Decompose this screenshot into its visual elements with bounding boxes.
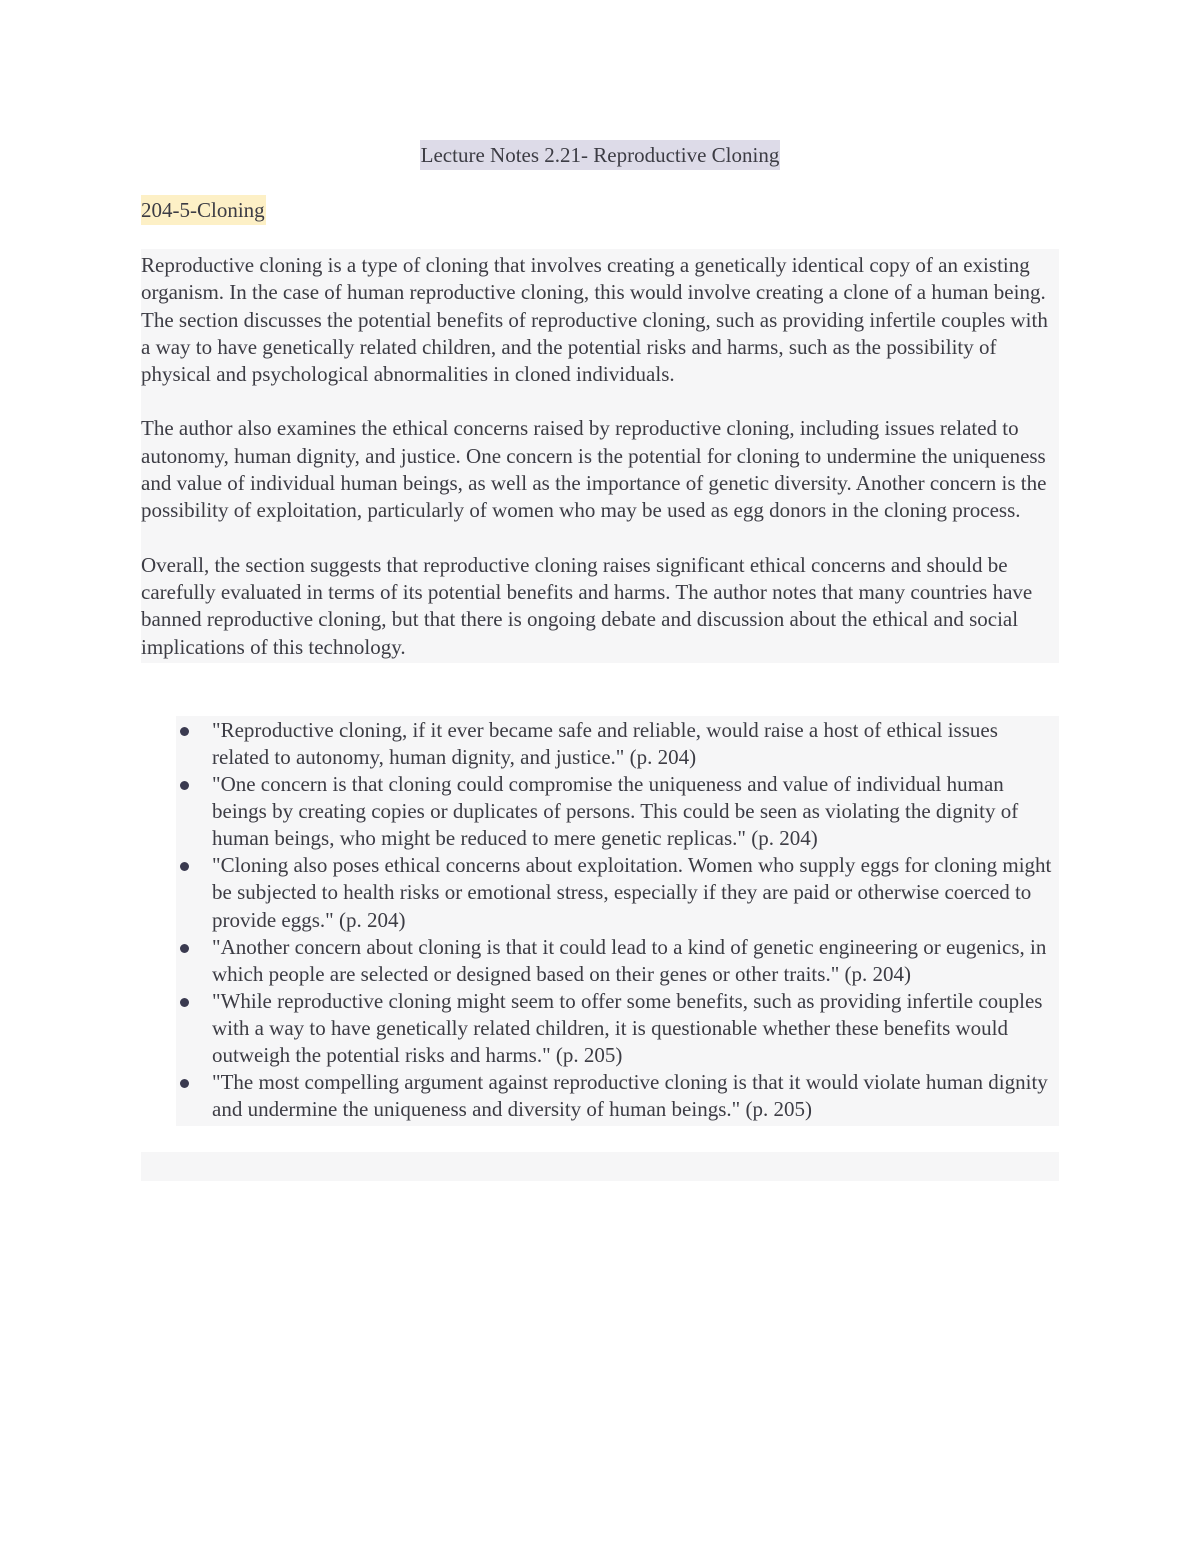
quote-text: "The most compelling argument against reproductive cloning is that it would violate human dignity and undermine the uniqueness and diversity of human beings." (p. 205) [212, 1070, 1048, 1122]
quote-text: "While reproductive cloning might seem to offer some benefits, such as providing infertile couples with a way to have genetically related children, it is questionable whether these benefits would outweigh the potential risks and harms." (p. 205) [212, 988, 1043, 1067]
quote-text: "Another concern about cloning is that it could lead to a kind of genetic engineering or eugenics, in which people are selected or designed based on their genes or other traits." (p. 204) [212, 934, 1047, 986]
quote-list-item [176, 988, 1059, 1069]
quote-list-item [176, 717, 1059, 771]
document-title: Lecture Notes 2.21- Reproductive Cloning [420, 140, 781, 170]
quote-text: "One concern is that cloning could compromise the uniqueness and value of individual human beings by creating copies or duplicates of persons. This could be seen as violating the dignity of human beings, who might be reduced to mere genetic replicas." (p. 204) [212, 772, 1019, 851]
section-heading: 204-5-Cloning [141, 195, 266, 225]
quotes-block [176, 716, 1059, 1126]
bullet-icon [180, 781, 189, 790]
summary-block [141, 249, 1059, 663]
quote-list-item [176, 934, 1059, 988]
quote-list-item [176, 771, 1059, 852]
quote-list-item [176, 852, 1059, 933]
summary-paragraph-3: Overall, the section suggests that reproductive cloning raises significant ethical concerns and should be carefully evaluated in terms of its potential benefits and harms. The author notes that many countries have banned reproductive cloning, but that there is ongoing debate and discussion about the ethical and social implications of this technology. [141, 552, 1033, 659]
empty-shaded-block [141, 1152, 1059, 1181]
summary-paragraph-2: The author also examines the ethical concerns raised by reproductive cloning, including issues related to autonomy, human dignity, and justice. One concern is the potential for cloning to undermine the uniqueness and value of individual human beings, as well as the importance of genetic diversity. Another concern is the possibility of exploitation, particularly of women who may be used as egg donors in the cloning process. [141, 416, 1047, 523]
quote-list-item [176, 1069, 1059, 1123]
section-heading-row [141, 172, 1059, 225]
title-row [141, 140, 1059, 172]
bullet-icon [180, 1079, 189, 1088]
bullet-icon [180, 944, 189, 953]
quote-text: "Cloning also poses ethical concerns about exploitation. Women who supply eggs for cloning might be subjected to health risks or emotional stress, especially if they are paid or otherwise coerced to provide eggs." (p. 204) [212, 853, 1052, 932]
quote-list [176, 717, 1059, 1123]
document-page [141, 140, 1059, 1181]
bullet-icon [180, 727, 189, 736]
bullet-icon [180, 862, 189, 871]
summary-paragraph-1: Reproductive cloning is a type of cloning that involves creating a genetically identical copy of an existing organism. In the case of human reproductive cloning, this would involve creating a clone of a human being. The section discusses the potential benefits of reproductive cloning, such as providing infertile couples with a way to have genetically related children, and the potential risks and harms, such as the possibility of physical and psychological abnormalities in cloned individuals. [141, 253, 1048, 387]
quote-text: "Reproductive cloning, if it ever became safe and reliable, would raise a host of ethical issues related to autonomy, human dignity, and justice." (p. 204) [212, 717, 998, 769]
bullet-icon [180, 998, 189, 1007]
